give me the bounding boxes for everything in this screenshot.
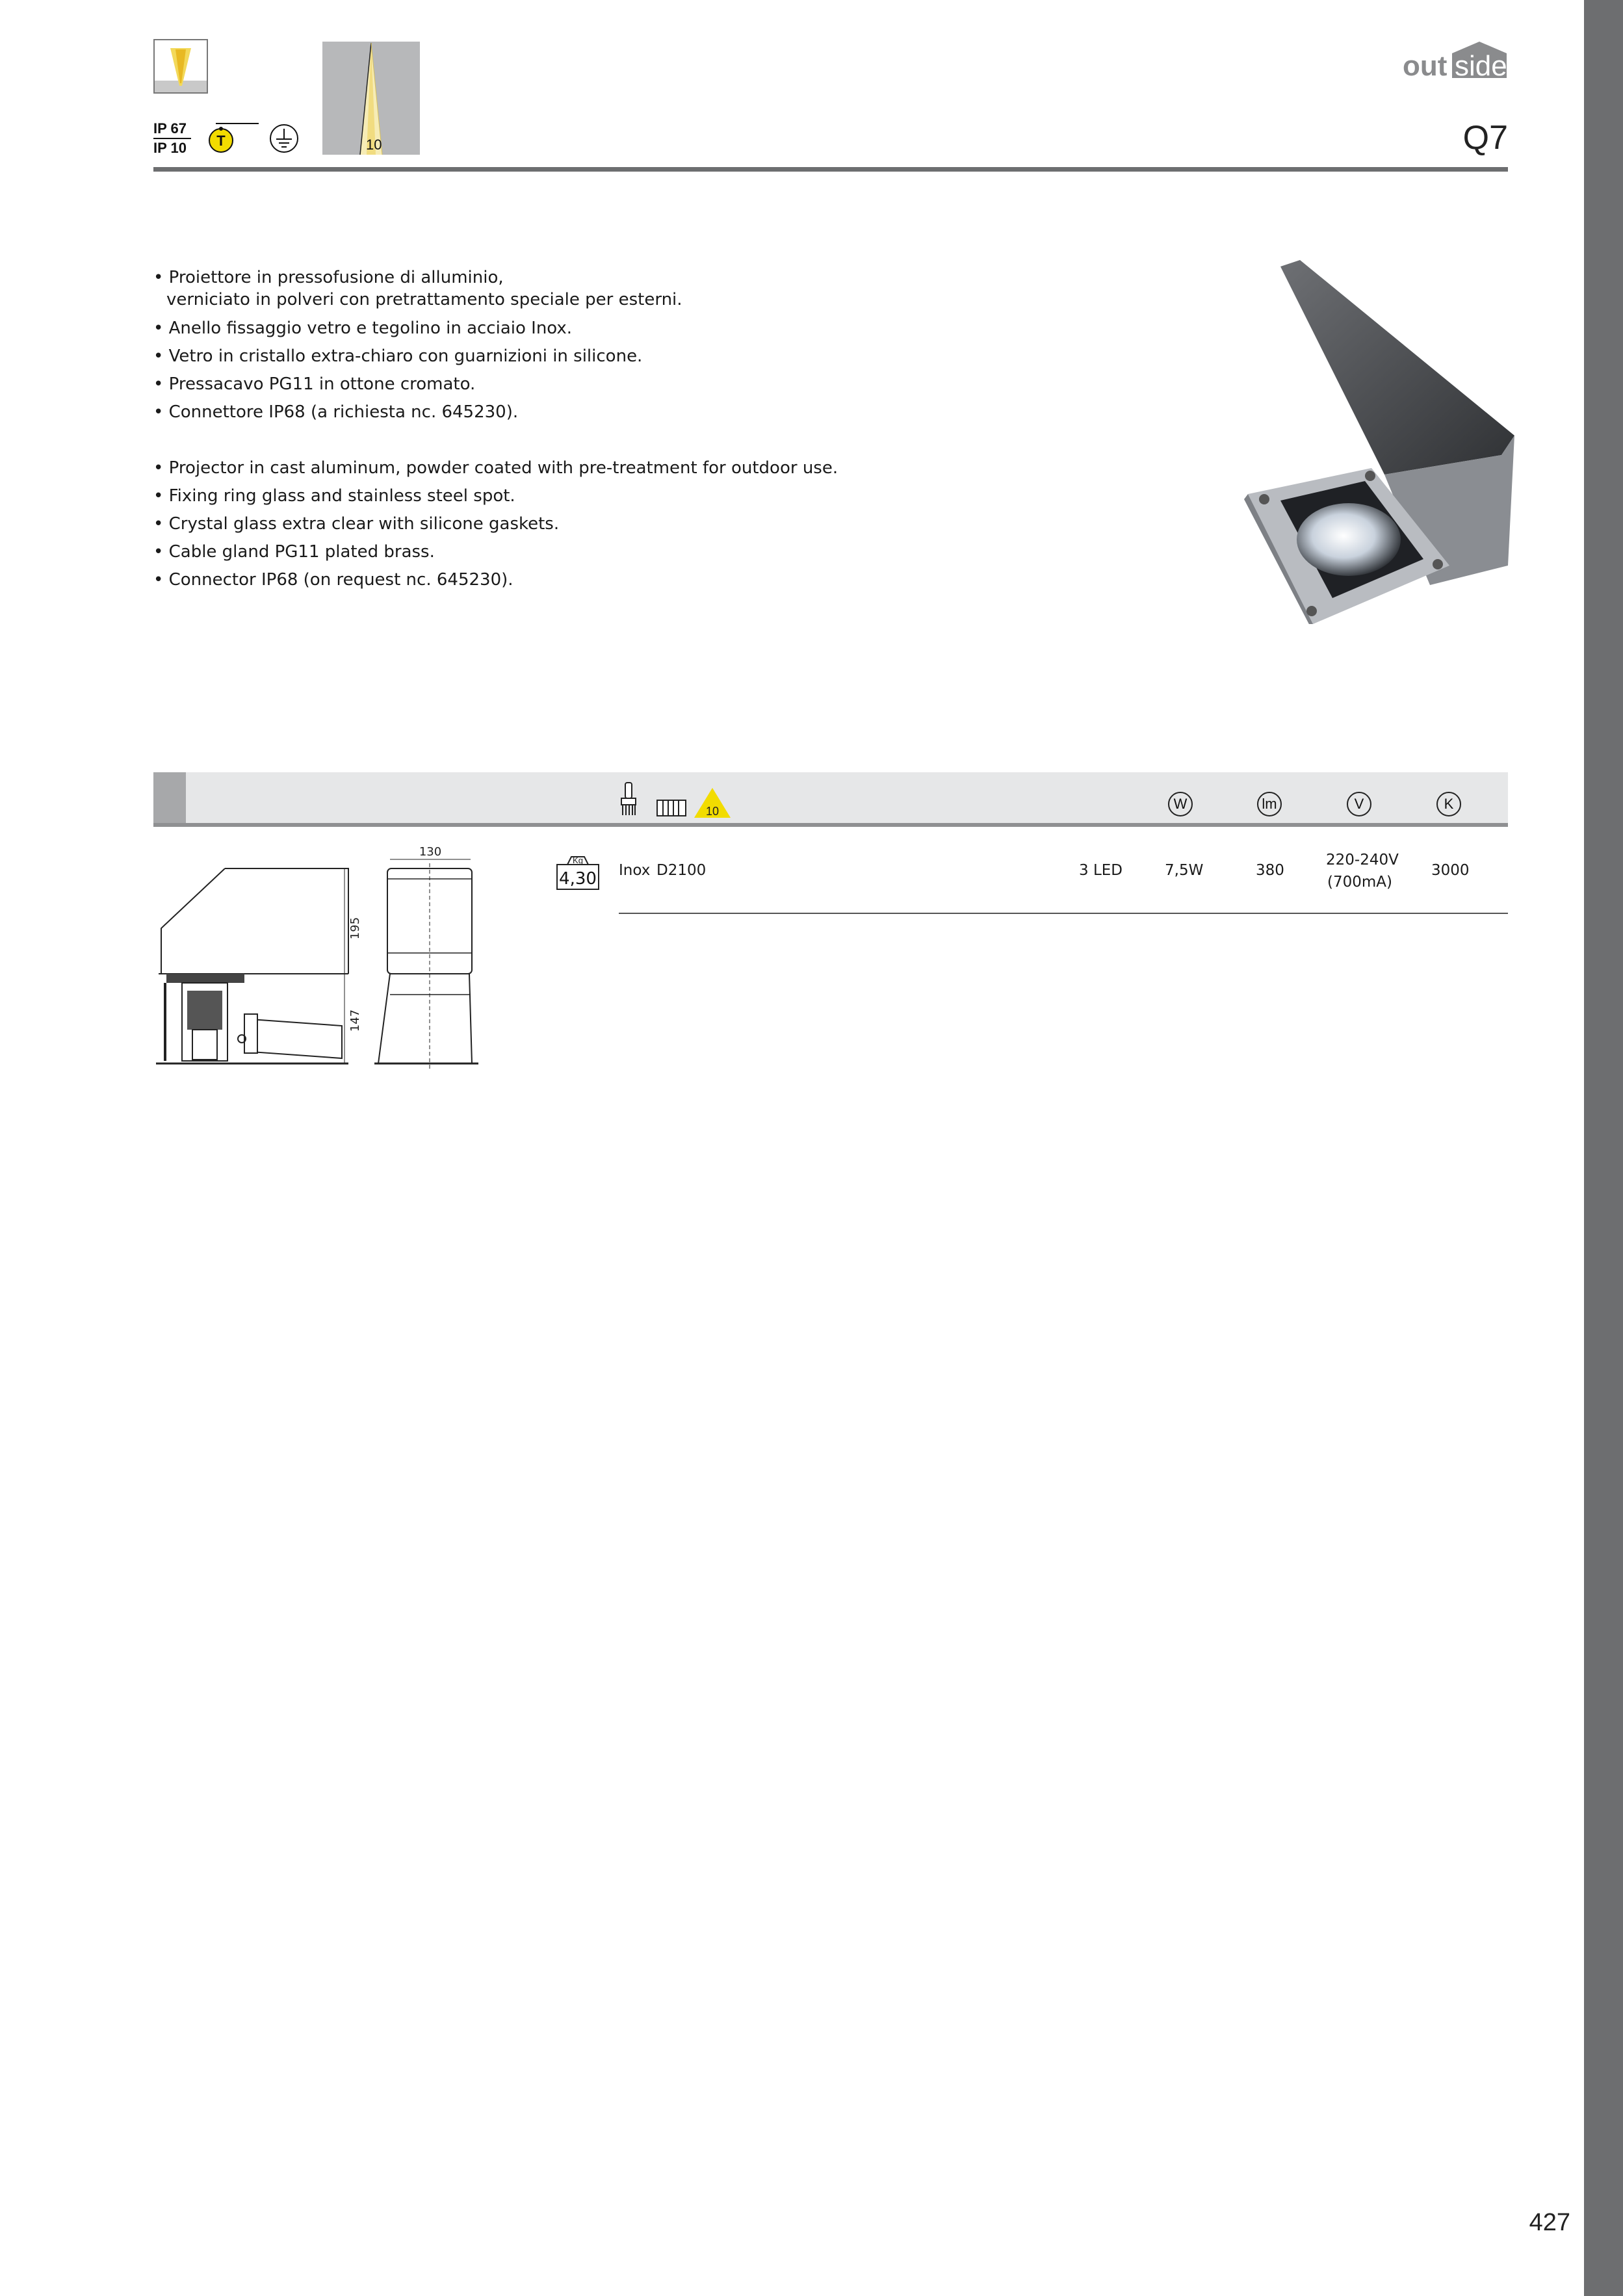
spec-table-header-rule bbox=[153, 823, 1508, 827]
finish-label: Inox bbox=[619, 862, 651, 879]
surface-temperature-icon bbox=[207, 124, 237, 153]
product-photo bbox=[1235, 260, 1521, 624]
dimension-width: 130 bbox=[419, 845, 442, 859]
table-row-divider bbox=[619, 913, 1508, 914]
desc-en-line: • Crystal glass extra clear with silicone gaskets. bbox=[153, 514, 560, 534]
beam-angle-triangle-text: 10 bbox=[705, 805, 720, 818]
spec-table-header-marker bbox=[153, 772, 186, 826]
desc-it-line: • Proiettore in pressofusione di alluminio, bbox=[153, 268, 504, 287]
technical-drawing bbox=[153, 844, 491, 1071]
desc-it-line: verniciato in polveri con pretrattamento speciale per esterni. bbox=[166, 290, 682, 309]
weight-icon bbox=[556, 854, 600, 891]
color-temp-cell: 3000 bbox=[1431, 862, 1470, 879]
voltage-icon: V bbox=[1347, 792, 1371, 816]
earth-ground-icon bbox=[269, 124, 299, 153]
weight-value: 4,30 bbox=[559, 869, 597, 889]
page-side-strip bbox=[1584, 0, 1623, 2296]
finish-brush-icon bbox=[617, 781, 640, 816]
product-code: Q7 bbox=[1462, 119, 1508, 157]
desc-it-line: • Connettore IP68 (a richiesta nc. 645230). bbox=[153, 402, 519, 422]
ip-rating-secondary: IP 10 bbox=[153, 140, 187, 156]
desc-en-line: • Connector IP68 (on request nc. 645230). bbox=[153, 570, 513, 590]
product-code-cell: D2100 bbox=[656, 862, 707, 879]
desc-en-line: • Projector in cast aluminum, powder coated with pre-treatment for outdoor use. bbox=[153, 458, 838, 478]
light-beam-icon bbox=[153, 39, 208, 94]
weight-unit: Kg bbox=[573, 855, 583, 865]
dimension-height-top: 195 bbox=[348, 917, 362, 940]
dimension-height-bottom: 147 bbox=[348, 1009, 362, 1032]
brand-logo bbox=[1403, 40, 1508, 81]
desc-it-line: • Anello fissaggio vetro e tegolino in acciaio Inox. bbox=[153, 319, 573, 338]
voltage-cell: 220-240V bbox=[1326, 852, 1399, 868]
lumen-icon: lm bbox=[1257, 792, 1282, 816]
desc-en-line: • Fixing ring glass and stainless steel spot. bbox=[153, 486, 515, 506]
lumen-cell: 380 bbox=[1256, 862, 1284, 879]
beam-angle-label: 10 bbox=[366, 137, 382, 153]
svg-text:side: side bbox=[1455, 50, 1507, 81]
page-number: 427 bbox=[1529, 2209, 1570, 2236]
svg-text:out: out bbox=[1403, 50, 1448, 81]
desc-en-line: • Cable gland PG11 plated brass. bbox=[153, 542, 435, 562]
ip-rating-primary: IP 67 bbox=[153, 120, 191, 139]
spec-table-header bbox=[153, 772, 1508, 826]
header-divider bbox=[153, 167, 1508, 172]
watt-icon: W bbox=[1168, 792, 1193, 816]
desc-it-line: • Pressacavo PG11 in ottone cromato. bbox=[153, 374, 476, 394]
t-symbol-text: T bbox=[216, 133, 226, 149]
power-cell: 7,5W bbox=[1165, 862, 1204, 879]
beam-angle-triangle-icon bbox=[693, 787, 732, 819]
led-module-icon bbox=[656, 800, 686, 816]
current-cell: (700mA) bbox=[1327, 874, 1392, 891]
light-source-cell: 3 LED bbox=[1079, 862, 1123, 879]
ip-rating bbox=[153, 120, 191, 157]
desc-it-line: • Vetro in cristallo extra-chiaro con guarnizioni in silicone. bbox=[153, 346, 643, 366]
kelvin-icon: K bbox=[1436, 792, 1461, 816]
